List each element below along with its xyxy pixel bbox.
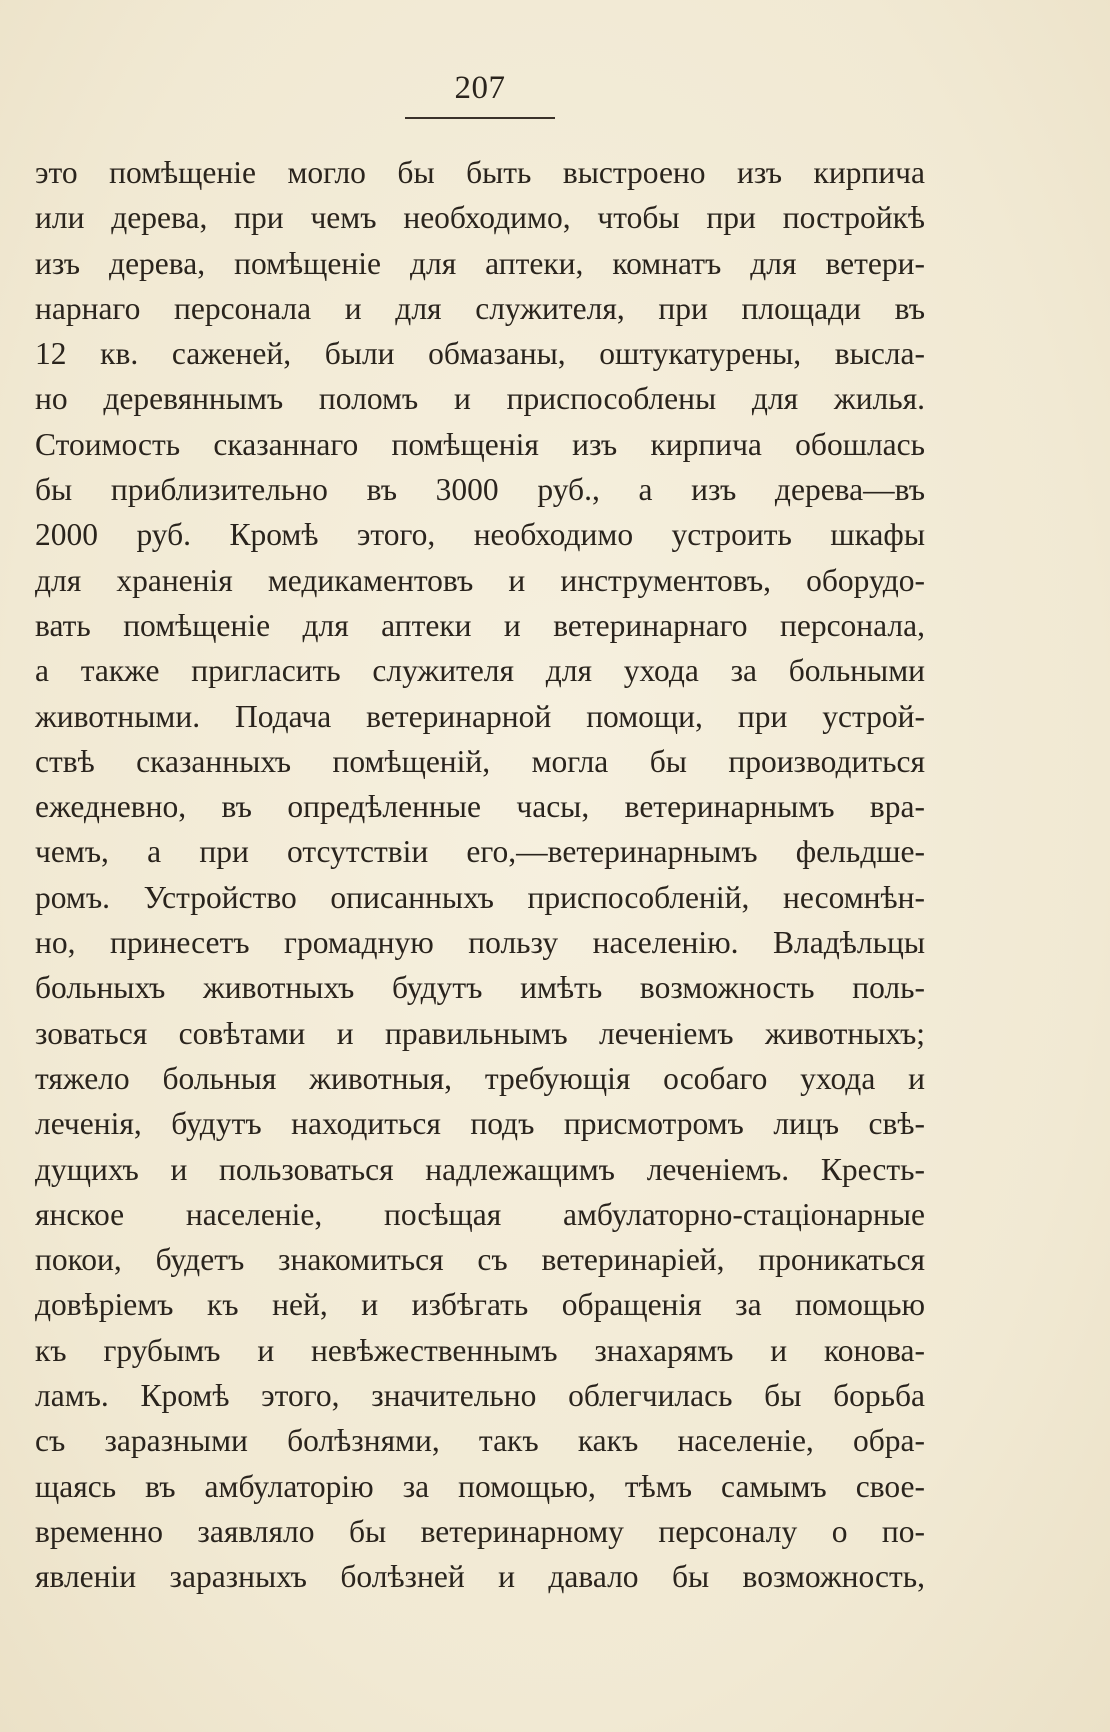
text-line: или дерева, при чемъ необходимо, чтобы при постройкѣ [35, 200, 925, 236]
text-line: ромъ. Устройство описанныхъ приспособленій, несомнѣн- [35, 879, 925, 915]
text-line: бы приблизительно въ 3000 руб., а изъ дерева—въ [35, 472, 925, 508]
text-line: дущихъ и пользоваться надлежащимъ леченіемъ. Кресть- [35, 1151, 925, 1187]
text-line: больныхъ животныхъ будутъ имѣть возможность поль- [35, 970, 925, 1006]
body-text [35, 150, 925, 1600]
text-line: это помѣщеніе могло бы быть выстроено изъ кирпича [35, 155, 925, 190]
text-line: нарнаго персонала и для служителя, при площади въ [35, 290, 925, 326]
text-line: ежедневно, въ опредѣленные часы, ветеринарнымъ вра- [35, 789, 925, 825]
text-line: временно заявляло бы ветеринарному персоналу о по- [35, 1513, 925, 1549]
text-line: тяжело больныя животныя, требующія особаго ухода и [35, 1060, 925, 1096]
text-line: щаясь въ амбулаторію за помощью, тѣмъ самымъ свое- [35, 1468, 925, 1504]
text-line: животными. Подача ветеринарной помощи, при устрой- [35, 698, 925, 734]
text-line: ламъ. Кромѣ этого, значительно облегчилась бы борьба [35, 1378, 925, 1414]
text-line: а также пригласить служителя для ухода за больными [35, 653, 925, 689]
text-line: Стоимость сказаннаго помѣщенія изъ кирпича обошлась [35, 426, 925, 462]
text-line: 12 кв. саженей, были обмазаны, оштукатурены, высла- [35, 336, 925, 372]
text-line: чемъ, а при отсутствіи его,—ветеринарнымъ фельдше- [35, 834, 925, 870]
page-number: 207 [454, 70, 506, 106]
text-line: съ заразными болѣзнями, такъ какъ населеніе, обра- [35, 1423, 925, 1459]
text-line: но деревяннымъ поломъ и приспособлены для жилья. [35, 381, 925, 417]
text-line: но, принесетъ громадную пользу населенію. Владѣльцы [35, 925, 925, 961]
text-line: ствѣ сказанныхъ помѣщеній, могла бы производиться [35, 743, 925, 779]
text-line: покои, будетъ знакомиться съ ветеринаріей, проникаться [35, 1242, 925, 1278]
text-line: довѣріемъ къ ней, и избѣгать обращенія за помощью [35, 1287, 925, 1323]
text-line: къ грубымъ и невѣжественнымъ знахарямъ и конова- [35, 1332, 925, 1368]
text-line: зоваться совѣтами и правильнымъ леченіемъ животныхъ; [35, 1015, 925, 1051]
text-line: вать помѣщеніе для аптеки и ветеринарнаго персонала, [35, 607, 925, 643]
text-line: 2000 руб. Кромѣ этого, необходимо устроить шкафы [35, 517, 925, 553]
page-header [405, 68, 555, 108]
header-rule [405, 117, 555, 119]
text-line: леченія, будутъ находиться подъ присмотромъ лицъ свѣ- [35, 1106, 925, 1142]
text-line: янское населеніе, посѣщая амбулаторно-стаціонарные [35, 1196, 925, 1232]
text-line: изъ дерева, помѣщеніе для аптеки, комнатъ для ветери- [35, 245, 925, 281]
text-line: для храненія медикаментовъ и инструментовъ, оборудо- [35, 562, 925, 598]
text-line: явленіи заразныхъ болѣзней и давало бы возможность, [35, 1559, 925, 1595]
